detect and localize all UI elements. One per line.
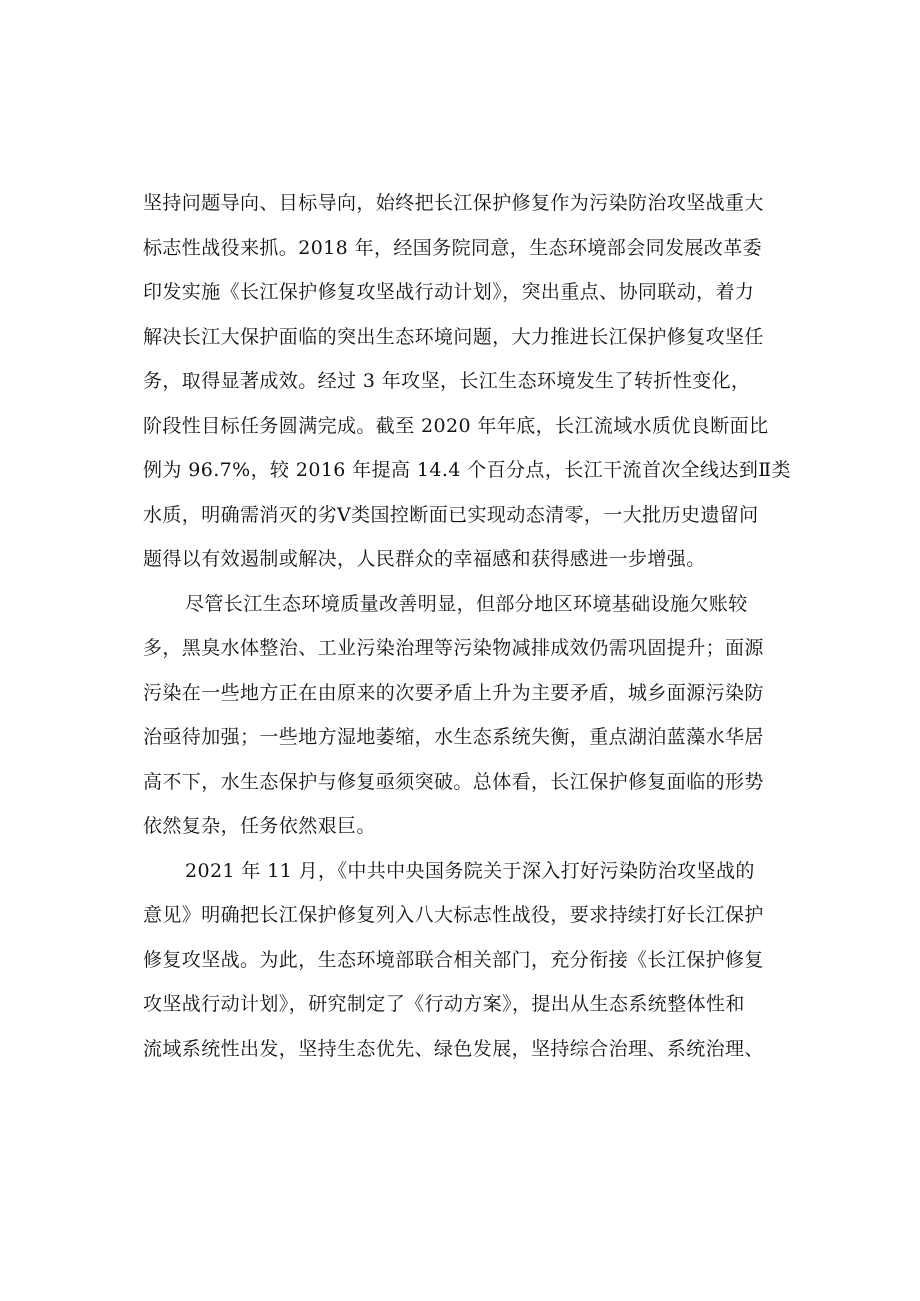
- text-line: 多，黑臭水体整治、工业污染治理等污染物减排成效仍需巩固提升；面源: [143, 637, 764, 659]
- text-line: 解决长江大保护面临的突出生态环境问题，大力推进长江保护修复攻坚任: [143, 325, 764, 348]
- text-line: 尽管长江生态环境质量改善明显，但部分地区环境基础设施欠账较: [185, 592, 748, 615]
- document-body: [143, 181, 803, 1071]
- text-line: 2021 年 11 月，《中共中央国务院关于深入打好污染防治攻坚战的: [185, 859, 755, 882]
- text-line: 治亟待加强；一些地方湿地萎缩，水生态系统失衡，重点湖泊蓝藻水华居: [143, 726, 764, 748]
- text-line: 流域系统性出发，坚持生态优先、绿色发展，坚持综合治理、系统治理、: [143, 1037, 764, 1060]
- text-line: 高不下，水生态保护与修复亟须突破。总体看，长江保护修复面临的形势: [143, 770, 764, 793]
- text-line: 意见》明确把长江保护修复列入八大标志性战役，要求持续打好长江保护: [143, 904, 764, 926]
- text-line: 修复攻坚战。为此，生态环境部联合相关部门，充分衔接《长江保护修复: [143, 948, 764, 971]
- text-line: 印发实施《长江保护修复攻坚战行动计划》，突出重点、协同联动，着力: [143, 281, 755, 303]
- text-line: 务，取得显著成效。经过 3 年攻坚，长江生态环境发生了转折性变化，: [143, 370, 751, 392]
- text-line: 标志性战役来抓。2018 年，经国务院同意，生态环境部会同发展改革委: [143, 236, 762, 259]
- text-line: 水质，明确需消灭的劣Ⅴ类国控断面已实现动态清零，一大批历史遗留问: [143, 503, 759, 526]
- text-line: 污染在一些地方正在由原来的次要矛盾上升为主要矛盾，城乡面源污染防: [143, 681, 764, 704]
- text-line: 坚持问题导向、目标导向，始终把长江保护修复作为污染防治攻坚战重大: [143, 192, 764, 214]
- text-line: 依然复杂，任务依然艰巨。: [143, 815, 376, 837]
- paragraph-1: [143, 181, 803, 582]
- text-line: 阶段性目标任务圆满完成。截至 2020 年年底，长江流域水质优良断面比: [143, 414, 769, 437]
- text-line: 例为 96.7%，较 2016 年提高 14.4 个百分点，长江干流首次全线达到Ⅱ类: [143, 459, 791, 481]
- paragraph-2: [143, 582, 803, 849]
- paragraph-3: [143, 849, 803, 1072]
- text-line: 题得以有效遏制或解决，人民群众的幸福感和获得感进一步增强。: [143, 548, 706, 570]
- text-line: 攻坚战行动计划》，研究制定了《行动方案》，提出从生态系统整体性和: [143, 993, 745, 1015]
